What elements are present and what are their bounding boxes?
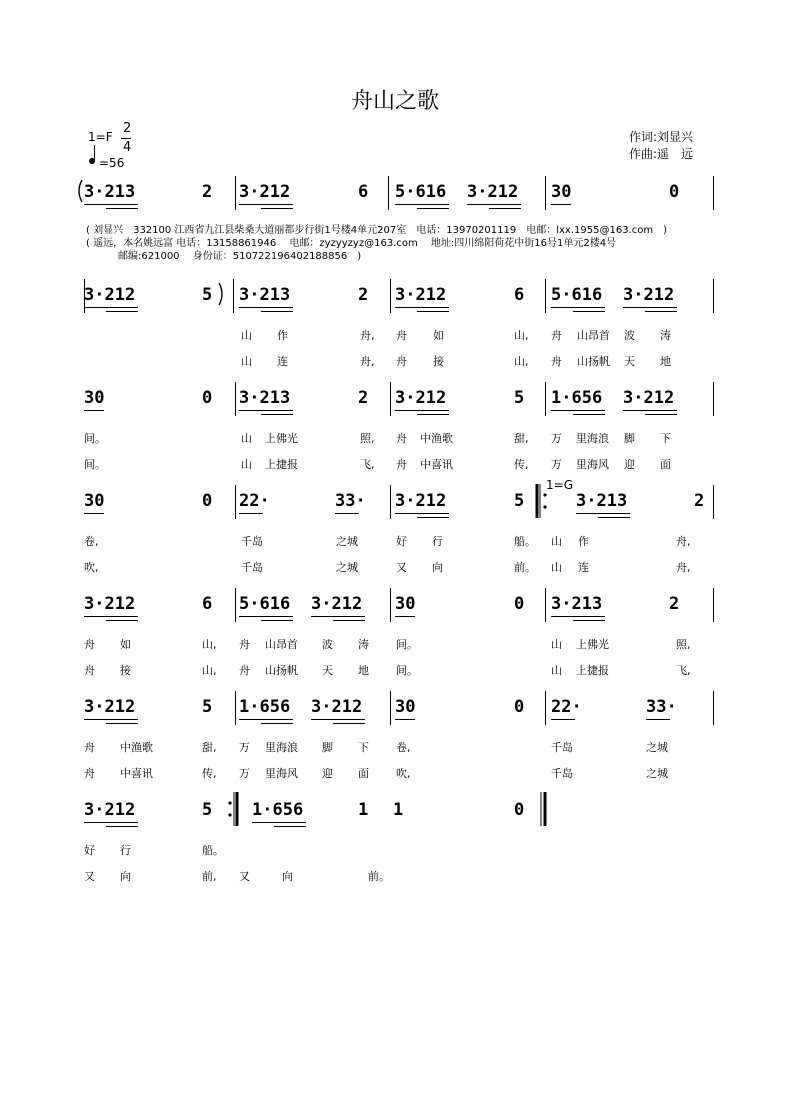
lyric-verse-1: 山: [241, 432, 252, 445]
lyric-verse-1: 好: [84, 844, 95, 857]
lyric-verse-2: 前,: [202, 870, 217, 883]
lyric-verse-1: 下: [358, 741, 369, 754]
lyric-verse-2: 连: [578, 561, 589, 574]
lyric-verse-1: 下: [660, 432, 671, 445]
note-group: 5·616: [551, 285, 603, 305]
contact-line-2: ( 遥远，本名姚远富 电话：13158861946 电邮：zyzyyzyz@163.com 地址:四川绵阳荷花中街16号1单元2楼4号: [86, 238, 617, 249]
lyric-verse-1: 千岛: [551, 741, 573, 754]
note-group: 1·656: [239, 697, 291, 717]
lyric-verse-2: 地: [660, 355, 671, 368]
lyric-verse-2: 上捷报: [576, 664, 609, 677]
lyric-verse-1: 脚: [322, 741, 333, 754]
lyric-verse-2: 上捷报: [265, 458, 298, 471]
note-group: 2: [358, 285, 369, 305]
lyric-verse-2: 地: [358, 664, 369, 677]
lyric-verse-2: 间。: [396, 664, 418, 677]
lyric-verse-2: 山,: [514, 355, 529, 368]
note-group: 3·212: [84, 285, 136, 305]
lyric-verse-2: 万: [551, 458, 562, 471]
lyric-verse-2: 山: [241, 355, 252, 368]
lyric-verse-2: 山,: [202, 664, 217, 677]
note-group: 3·212: [311, 697, 363, 717]
note-group: 5: [202, 800, 213, 820]
intro-parentheses: [79, 180, 222, 305]
time-signature-top: 2: [123, 121, 132, 136]
note-group: 0: [514, 697, 525, 717]
lyric-verse-1: 船。: [514, 535, 536, 548]
lyric-verse-1: 之城: [646, 741, 668, 754]
lyric-verse-1: 间。: [396, 638, 418, 651]
lyric-verse-1: 中渔歌: [420, 432, 453, 445]
lyric-verse-2: 天: [322, 664, 333, 677]
lyric-verse-2: 舟,: [676, 561, 691, 574]
lyric-verse-2: 里海风: [265, 767, 298, 780]
lyric-verse-2: 舟: [551, 355, 562, 368]
lyric-verse-2: 舟: [84, 664, 95, 677]
note-group: 3·213: [576, 491, 628, 511]
lyric-verse-2: 山扬帆: [265, 664, 298, 677]
lyric-verse-1: 山,: [202, 638, 217, 651]
lyric-verse-2: 中喜讯: [120, 767, 153, 780]
note-group: 1: [393, 800, 404, 820]
contact-line-1: ( 刘显兴 332100 江西省九江县柴桑大道丽都步行街1号楼4单元207室 电话：13970201119 电邮：lxx.1955@163.com ): [86, 225, 667, 236]
lyric-verse-2: 面: [660, 458, 671, 471]
lyric-verse-2: 万: [239, 767, 250, 780]
lyric-verse-2: 天: [624, 355, 635, 368]
lyric-verse-1: 舟: [551, 329, 562, 342]
lyric-verse-1: 山: [241, 329, 252, 342]
note-group: 5: [202, 285, 213, 305]
lyric-verse-1: 作: [578, 535, 589, 548]
lyric-verse-1: 舟: [84, 741, 95, 754]
lyric-verse-1: 舟,: [360, 329, 375, 342]
lyric-verse-1: 舟: [396, 329, 407, 342]
lyric-verse-1: 卷,: [84, 535, 99, 548]
final-barline: [541, 792, 545, 826]
note-group: 5·616: [239, 594, 291, 614]
note-group: 6: [202, 594, 213, 614]
lyric-verse-1: 山: [551, 535, 562, 548]
lyric-verse-2: 间。: [84, 458, 106, 471]
lyric-verse-2: 之城: [646, 767, 668, 780]
lyric-verse-1: 脚: [624, 432, 635, 445]
note-group: 30: [395, 594, 416, 614]
lyric-verse-2: 舟: [396, 458, 407, 471]
note-group: 3·212: [84, 697, 136, 717]
lyric-verse-1: 涛: [358, 638, 369, 651]
lyric-verse-2: 山扬帆: [577, 355, 610, 368]
lyric-verse-1: 甜,: [514, 432, 529, 445]
lyric-verse-1: 波: [322, 638, 333, 651]
note-group: 3·213: [551, 594, 603, 614]
lyric-verse-2: 山: [241, 458, 252, 471]
note-group: 5: [514, 388, 525, 408]
note-group: 3·212: [395, 285, 447, 305]
lyric-verse-1: 山,: [514, 329, 529, 342]
lyric-verse-2: 舟,: [360, 355, 375, 368]
note-group: 30: [551, 182, 572, 202]
note-group: 0: [669, 182, 680, 202]
lyric-verse-1: 山昂首: [577, 329, 610, 342]
lyric-verse-2: 迎: [624, 458, 635, 471]
lyric-verse-1: 甜,: [202, 741, 217, 754]
note-group: 2: [358, 388, 369, 408]
composer: 作曲:遥 远: [629, 147, 694, 161]
lyric-verse-2: 又: [239, 870, 250, 883]
lyric-verse-1: 千岛: [241, 535, 263, 548]
note-group: 2: [669, 594, 680, 614]
lyric-verse-2: 迎: [322, 767, 333, 780]
lyric-verse-2: 千岛: [551, 767, 573, 780]
note-group: 30: [84, 388, 105, 408]
lyric-verse-1: 船。: [202, 844, 224, 857]
lyric-verse-2: 接: [120, 664, 131, 677]
note-group: 30: [395, 697, 416, 717]
lyric-verse-1: 舟,: [676, 535, 691, 548]
note-group: 3·213: [84, 182, 136, 202]
lyric-verse-1: 之城: [336, 535, 358, 548]
note-group: 0: [514, 594, 525, 614]
lyric-verse-1: 好: [396, 535, 407, 548]
note-group: 5: [514, 491, 525, 511]
lyric-verse-2: 吹,: [396, 767, 411, 780]
lyric-verse-2: 舟: [239, 664, 250, 677]
lyric-verse-1: 万: [551, 432, 562, 445]
lyric-verse-1: 行: [432, 535, 443, 548]
key-signature: 1=F: [88, 130, 113, 144]
lyric-verse-1: 照,: [360, 432, 375, 445]
lyric-verse-1: 里海浪: [265, 741, 298, 754]
lyric-verse-1: 涛: [660, 329, 671, 342]
lyric-verse-2: 向: [282, 870, 293, 883]
key-change: 1=G: [546, 478, 573, 492]
lyric-verse-1: 作: [277, 329, 288, 342]
lyric-verse-2: 中喜讯: [420, 458, 453, 471]
lyric-verse-1: 舟: [396, 432, 407, 445]
lyric-verse-1: 中渔歌: [120, 741, 153, 754]
lyric-verse-1: 行: [120, 844, 131, 857]
lyric-verse-1: 山: [551, 638, 562, 651]
lyric-verse-1: 间。: [84, 432, 106, 445]
note-group: 30: [84, 491, 105, 511]
lyric-verse-2: 向: [432, 561, 443, 574]
note-group: 6: [514, 285, 525, 305]
lyricist: 作词:刘显兴: [629, 130, 694, 144]
lyric-verse-2: 前。: [514, 561, 536, 574]
lyric-verse-1: 波: [624, 329, 635, 342]
lyric-verse-1: 里海浪: [576, 432, 609, 445]
lyric-verse-1: 山昂首: [265, 638, 298, 651]
lyric-verse-2: 又: [396, 561, 407, 574]
lyric-verse-2: 向: [120, 870, 131, 883]
lyric-verse-2: 舟: [396, 355, 407, 368]
note-group: 1·656: [551, 388, 603, 408]
lyric-verse-2: 吹,: [84, 561, 99, 574]
note-group: 2: [694, 491, 705, 511]
note-group: 3·212: [311, 594, 363, 614]
lyric-verse-2: 千岛: [241, 561, 263, 574]
lyric-verse-2: 飞,: [360, 458, 375, 471]
note-group: 3·212: [239, 182, 291, 202]
lyric-verse-1: 万: [239, 741, 250, 754]
lyric-verse-1: 卷,: [396, 741, 411, 754]
note-group: 3·213: [239, 388, 291, 408]
lyric-verse-1: 如: [433, 329, 444, 342]
note-group: 1·656: [252, 800, 304, 820]
note-group: 5: [202, 697, 213, 717]
time-signature-bottom: 4: [123, 140, 132, 155]
lyric-verse-2: 传,: [514, 458, 529, 471]
lyric-verse-2: 飞,: [676, 664, 691, 677]
lyric-verse-1: 上佛光: [265, 432, 298, 445]
lyric-verse-2: 山: [551, 664, 562, 677]
lyric-verse-1: 上佛光: [576, 638, 609, 651]
lyric-verse-2: 之城: [336, 561, 358, 574]
lyric-verse-1: 照,: [676, 638, 691, 651]
note-group: 3·212: [467, 182, 519, 202]
repeat-start-sign: [537, 484, 547, 518]
note-group: 1: [358, 800, 369, 820]
contact-line-3: 邮编:621000 身份证：510722196402188856 ): [118, 251, 362, 262]
lyric-verse-2: 接: [433, 355, 444, 368]
note-group: 3·212: [623, 388, 675, 408]
note-group: 0: [202, 491, 213, 511]
note-group: 3·212: [395, 388, 447, 408]
lyric-verse-2: 又: [84, 870, 95, 883]
lyric-verse-1: 舟: [84, 638, 95, 651]
note-group: 33·: [646, 697, 677, 717]
lyric-verse-2: 传,: [202, 767, 217, 780]
lyric-verse-2: 面: [358, 767, 369, 780]
note-group: 3·213: [239, 285, 291, 305]
note-group: 2: [202, 182, 213, 202]
tempo: =56: [99, 156, 125, 170]
note-group: 3·212: [84, 800, 136, 820]
note-group: 22·: [239, 491, 270, 511]
note-group: 22·: [551, 697, 582, 717]
note-group: 3·212: [395, 491, 447, 511]
lyric-verse-2: 山: [551, 561, 562, 574]
lyric-verse-2: 前。: [368, 870, 390, 883]
note-group: 3·212: [623, 285, 675, 305]
note-group: 5·616: [395, 182, 447, 202]
repeat-end-sign: [228, 792, 237, 826]
note-group: 0: [514, 800, 525, 820]
note-group: 0: [202, 388, 213, 408]
page-title: 舟山之歌: [350, 89, 439, 114]
lyric-verse-2: 舟: [84, 767, 95, 780]
note-group: 3·212: [84, 594, 136, 614]
lyric-verse-1: 如: [120, 638, 131, 651]
lyric-verse-2: 连: [277, 355, 288, 368]
note-group: 33·: [335, 491, 366, 511]
lyric-verse-2: 里海风: [576, 458, 609, 471]
note-group: 6: [358, 182, 369, 202]
lyric-verse-1: 舟: [239, 638, 250, 651]
